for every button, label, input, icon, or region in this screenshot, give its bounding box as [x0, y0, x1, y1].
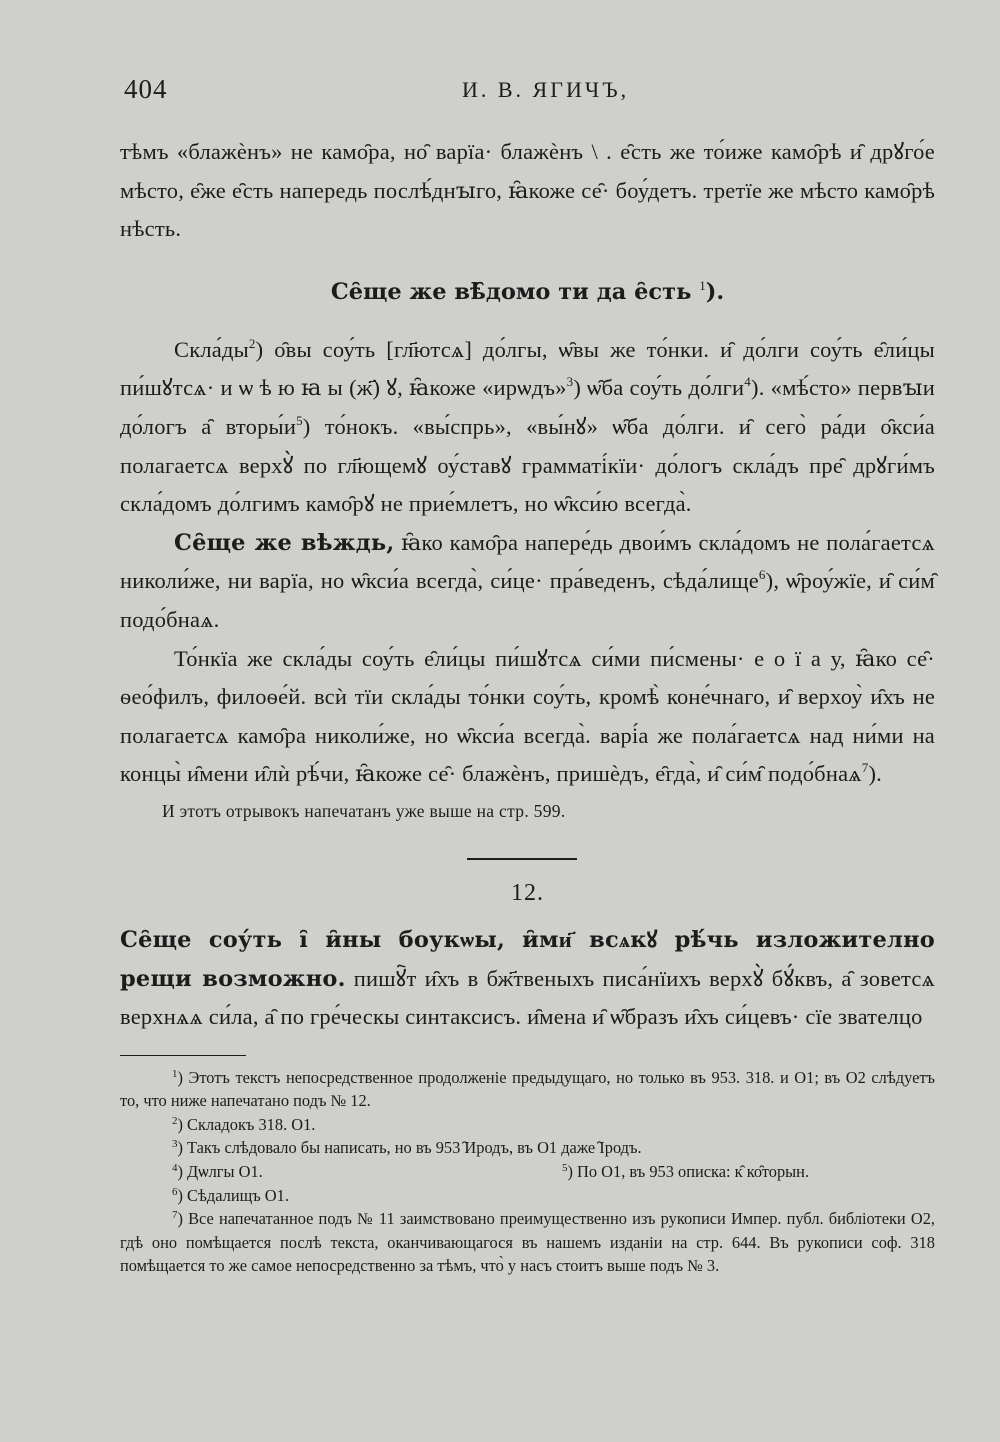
- footnote-ref-5: 5: [296, 412, 303, 428]
- footnote-mark: 4: [172, 1162, 178, 1175]
- page-number: 404: [124, 74, 168, 104]
- footnote-text: ) Складокъ 318. О1.: [177, 1114, 316, 1134]
- page-body: [120, 133, 935, 1278]
- footnote-row-4-5: [120, 1160, 935, 1184]
- p2-part-d: ). «мѣ́сто» первꙑи до́логъ а̑ вторы́и: [120, 375, 935, 439]
- footnote-text: ) Этотъ текстъ непосредственное продолженіе предыдущаго, но только въ 953. 318. и О1; въ О2 слѣдуетъ то, что ниже напечатано подъ № 12.: [120, 1067, 935, 1111]
- footnote-text: ) Дѡлгы О1.: [177, 1162, 263, 1182]
- heading-close: ).: [705, 278, 725, 305]
- paragraph-3: [120, 524, 935, 640]
- footnote-4: [120, 1160, 562, 1184]
- footnote-5: [562, 1160, 935, 1184]
- footnote-ref-4: 4: [744, 374, 751, 390]
- running-head: И. В. ЯГИЧЪ,: [462, 77, 630, 102]
- footnote-mark: 1: [172, 1067, 178, 1080]
- p2-part-c: ) ѡ̑ба соу́ть до́лги: [573, 375, 745, 401]
- footnote-2: [120, 1113, 935, 1137]
- footnote-6: [120, 1184, 935, 1208]
- p3-part-a: ꙗ̑ко камо̑ра напере́дь двои́мъ скла́домъ не пола́гаетсѧ николи́же, ни варїа, но ѡ̑кси́а всегда̀, си́це· пра́веденъ, сѣда́лище: [120, 529, 935, 594]
- p2-part-b: ) о̑вы соу́ть [гл҃ютсѧ] до́лгы, ѡ̑вы же то́нки. и̑ до́лги соу́ть е̑ли́цы пи́шꙋтсѧ· и ѡ ѣ ю ꙗ ы (ж҃) ꙋ, ꙗ̑коже «ирѡдъ»: [120, 336, 935, 401]
- footnote-7: [120, 1207, 935, 1278]
- footnote-mark: 6: [172, 1185, 178, 1198]
- p4-part-b: ).: [868, 761, 882, 787]
- section-lead: Се̑ще соу́ть і̑ и̑ны боукѡы, и̑ми҃ всѧкꙋ рѣ́чь изложително рещи возможно.: [120, 926, 935, 992]
- paragraph-2: [120, 331, 935, 524]
- footnote-mark: 5: [562, 1162, 568, 1175]
- footnote-3: [120, 1136, 935, 1160]
- footnote-ref-6: 6: [758, 567, 766, 583]
- footnote-text: ) По О1, въ 953 описка: к̑ ко̑торын.: [567, 1162, 810, 1182]
- footnote-divider: [120, 1055, 246, 1056]
- page-header: [124, 74, 934, 114]
- footnote-mark: 7: [172, 1209, 178, 1222]
- p3-part-b: ), ѡ̑роу́жїе, и̑ си́м̑ подо́бнаѧ.: [120, 568, 935, 632]
- footnote-ref-2: 2: [248, 335, 256, 351]
- paragraph-4: [120, 640, 935, 794]
- p4-part-a: То́нкїа же скла́ды соу́ть е̑ли́цы пи́шꙋтсѧ си́ми пи́смены· е о ї а у, ꙗ̑ко се̑· ѳео́филъ, филоѳе́й. всѝ тїи скла́ды то́нки соу́ть, кромѣ̀ коне́чнаго, и̑ верхоу̀ и̑хъ не полагаетсѧ камо̑ра николи́же, но ѡ̑кси́а всегда̀. варі́а же пола́гаетсѧ над ни́ми на концы̀ и̑мени и̑лѝ рѣ́чи, ꙗ̑коже се̑· блажѐнъ, пришѐдъ, е̑гда̀, и̑ си́м̑ подо́бнаѧ: [120, 645, 935, 787]
- footnote-1: [120, 1066, 935, 1113]
- editor-note: И этотъ отрывокъ напечатанъ уже выше на стр. 599.: [162, 800, 566, 821]
- footnote-text: ) Сѣдалищъ О1.: [177, 1185, 289, 1205]
- footnote-ref-3: 3: [566, 374, 574, 390]
- p2-part-a: Скла́ды: [174, 336, 249, 362]
- footnote-mark: 2: [172, 1114, 178, 1127]
- paragraph-1: тѣмъ «блажѐнъ» не камо̑ра, но̑ варїа· блажѐнъ \ . е̑сть же то́иже камо̑рѣ и̑ дрꙋго́е мѣсто, е̑же е̑сть напередь послѣ́днꙑго, ꙗ̑коже се̑· боу́детъ. третїе же мѣсто камо̑рѣ нѣсть.: [120, 139, 935, 242]
- p3-lead: Се̑ще же вѣждь,: [174, 529, 395, 556]
- heading-text: Се̑ще же вѣ̑домо ти да е̑сть: [330, 278, 692, 305]
- section-divider: [467, 858, 577, 860]
- footnote-ref-7: 7: [861, 760, 869, 776]
- section-heading: [120, 275, 935, 309]
- section-number: 12.: [511, 879, 544, 906]
- footnote-text: ) Такъ слѣдовало бы написать, но въ 953 ̑Иродъ, въ О1 даже ̑Іродъ.: [177, 1138, 642, 1158]
- footnote-ref-1: 1: [699, 277, 706, 293]
- footnote-mark: 3: [172, 1138, 178, 1151]
- footnotes: [120, 1066, 935, 1278]
- p2-part-e: ) то́нокъ. «вы́спрь», «вы́нꙋ» ѡ̑ба до́лги. и̑ сего̀ ра́ди о̑кси́а полагаетсѧ верхꙋ̀ по гл҃ющемꙋ оу́ставꙋ грамматі́кїи· до́логъ скла́дъ пре̑ дрꙋги́мъ скла́домъ до́лгимъ камо̑рꙋ не прие́млетъ, но ѡ̑кси́ю всегда̀.: [120, 413, 935, 517]
- section-paragraph: [120, 921, 935, 1037]
- footnote-text: ) Все напечатанное подъ № 11 заимствовано преимущественно изъ рукописи Импер. публ. библіотеки О2, гдѣ оно помѣщается послѣ текста, оканчивающагося въ нашемъ изданіи на стр. 644. Въ рукописи соф. 318 помѣщается то же самое непосредственно за тѣмъ, что̀ у насъ стоитъ выше подъ № 3.: [120, 1209, 935, 1276]
- section-text: пишꙋ҇т и̑хъ в бж҃твеныхъ писа́нїихъ верхꙋ̀ бꙋ́квъ, а̑ зоветсѧ верхнѧѧ си́ла, а̑ по гре́ческы синтаксисъ. и̑мена и̑ ѡ̑бразъ и̑хъ си́цевъ· сїе звателцо: [120, 965, 936, 1030]
